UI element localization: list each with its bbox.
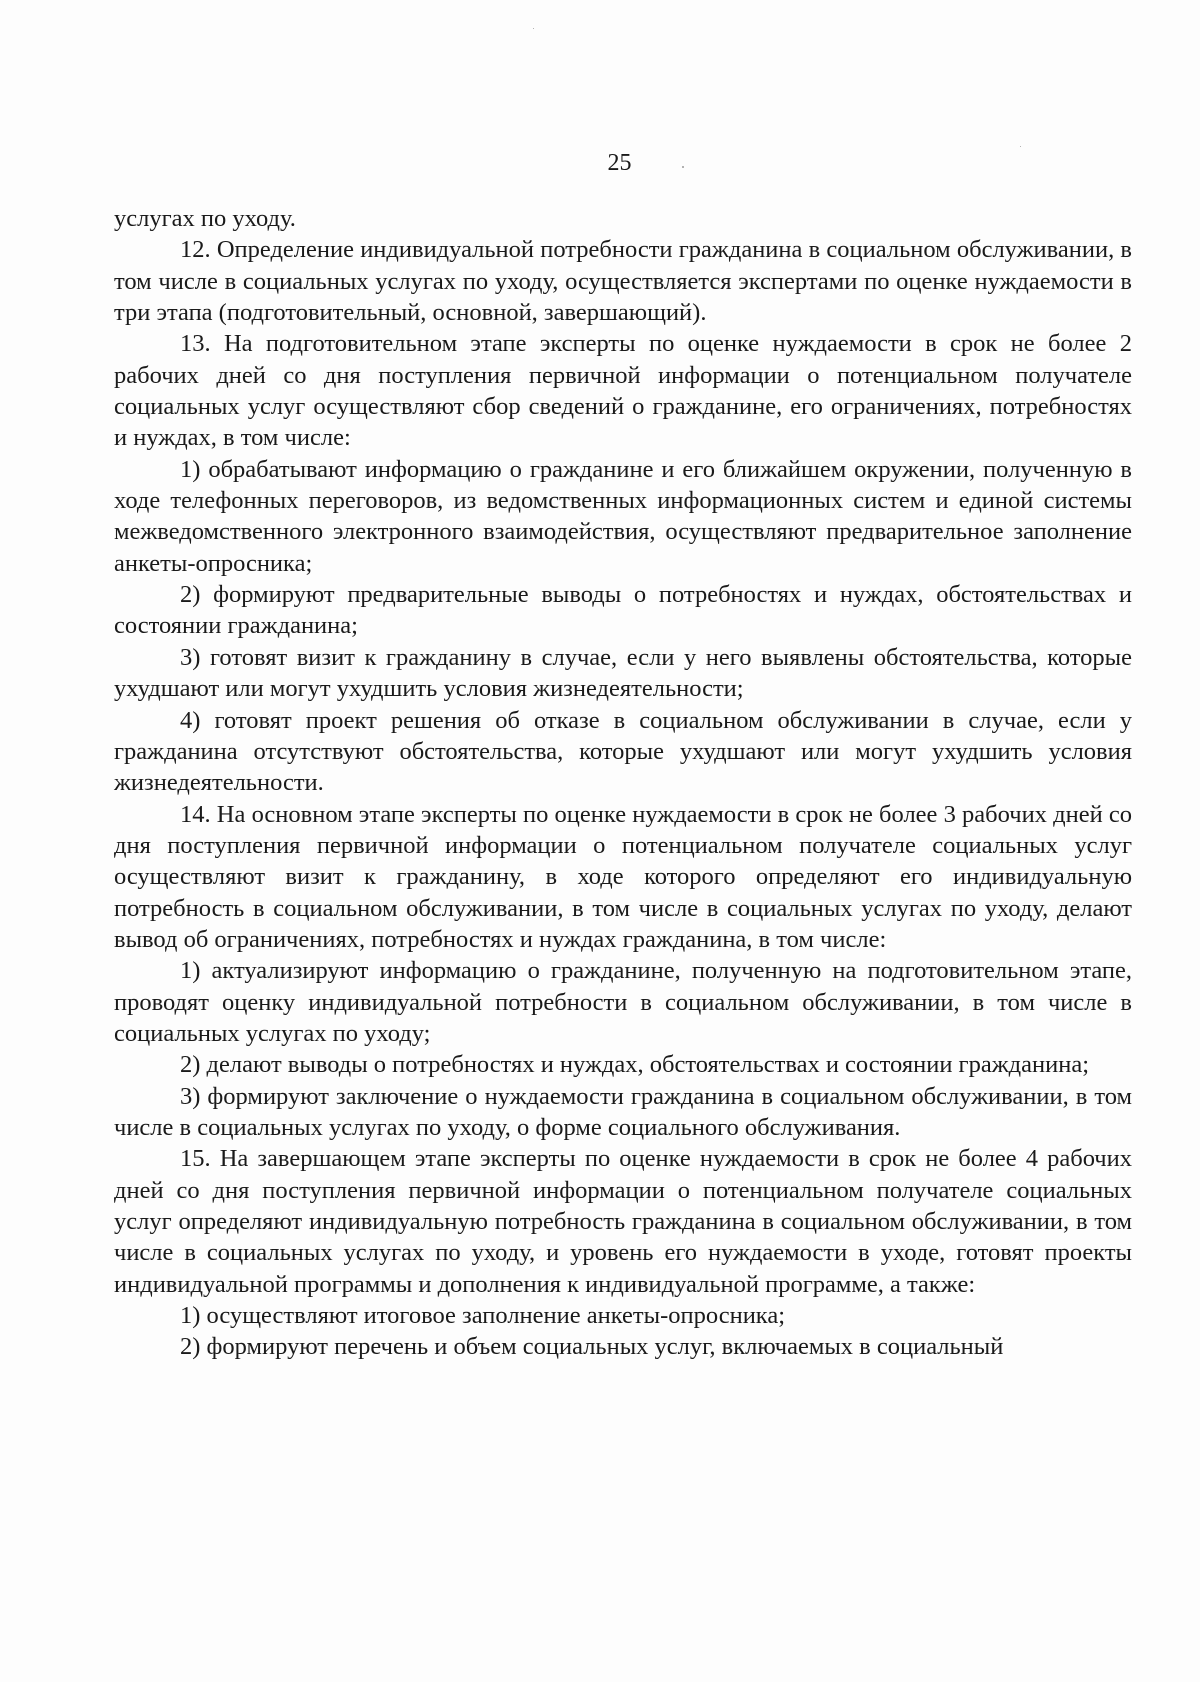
paragraph-13-item-4: 4) готовят проект решения об отказе в социальном обслуживании в случае, если у гражданина отсутствуют обстоятельства, которые ухудшают или могут ухудшить условия жизнедеятельности. — [114, 706, 1132, 797]
scan-speck — [1020, 146, 1021, 147]
paragraph-15-item-1: 1) осуществляют итоговое заполнение анкеты-опросника; — [180, 1302, 786, 1330]
paragraph-15: 15. На завершающем этапе эксперты по оценке нуждаемости в срок не более 4 рабочих дней со дня поступления первичной информации о потенциальном получателе социальных услуг определяют индивидуальную потребность гражданина в социальном обслуживании, в том числе в социальных услугах по уходу, и уровень его нуждаемости в уходе, готовят проекты индивидуальной программы и дополнения к индивидуальной программе, а также: — [114, 1145, 1132, 1298]
continued-paragraph: услугах по уходу. — [114, 205, 296, 232]
paragraph-15-item-2: 2) формируют перечень и объем социальных услуг, включаемых в социальный — [180, 1333, 1004, 1361]
scan-speck — [533, 28, 534, 29]
paragraph-14-item-3: 3) формируют заключение о нуждаемости гражданина в социальном обслуживании, в том числе в социальных услугах по уходу, о форме социального обслуживания. — [114, 1082, 1132, 1141]
paragraph-14-item-1: 1) актуализируют информацию о гражданине, полученную на подготовительном этапе, проводят оценку индивидуальной потребности в социальном обслуживании, в том числе в социальных услугах по уходу; — [114, 957, 1132, 1047]
paragraph-13-item-3: 3) готовят визит к гражданину в случае, если у него выявлены обстоятельства, которые ухудшают или могут ухудшить условия жизнедеятельности; — [114, 643, 1132, 703]
document-body — [114, 203, 1132, 1363]
paragraph-14: 14. На основном этапе эксперты по оценке нуждаемости в срок не более 3 рабочих дней со дня поступления первичной информации о потенциальном получателе социальных услуг осуществляют визит к гражданину, в ходе которого определяют его индивидуальную потребность в социальном обслуживании, в том числе в социальных услугах по уходу, делают вывод об ограничениях, потребностях и нуждах гражданина, в том числе: — [114, 800, 1132, 953]
paragraph-14-item-2: 2) делают выводы о потребностях и нуждах, обстоятельствах и состоянии гражданина; — [180, 1051, 1090, 1079]
paragraph-13-item-2: 2) формируют предварительные выводы о потребностях и нуждах, обстоятельствах и состоянии гражданина; — [114, 581, 1132, 640]
paragraph-13: 13. На подготовительном этапе эксперты по оценке нуждаемости в срок не более 2 рабочих дней со дня поступления первичной информации о потенциальном получателе социальных услуг осуществляют сбор сведений о гражданине, его ограничениях, потребностях и нуждах, в том числе: — [114, 330, 1132, 452]
paragraph-13-item-1: 1) обрабатывают информацию о гражданине и его ближайшем окружении, полученную в ходе телефонных переговоров, из ведомственных информационных систем и единой системы межведомственного электронного взаимодействия, осуществляют предварительное заполнение анкеты-опросника; — [114, 455, 1132, 577]
paragraph-12: 12. Определение индивидуальной потребности гражданина в социальном обслуживании, в том числе в социальных услугах по уходу, осуществляется экспертами по оценке нуждаемости в три этапа (подготовительный, основной, завершающий). — [114, 236, 1132, 327]
page-number: 25 — [607, 150, 632, 176]
